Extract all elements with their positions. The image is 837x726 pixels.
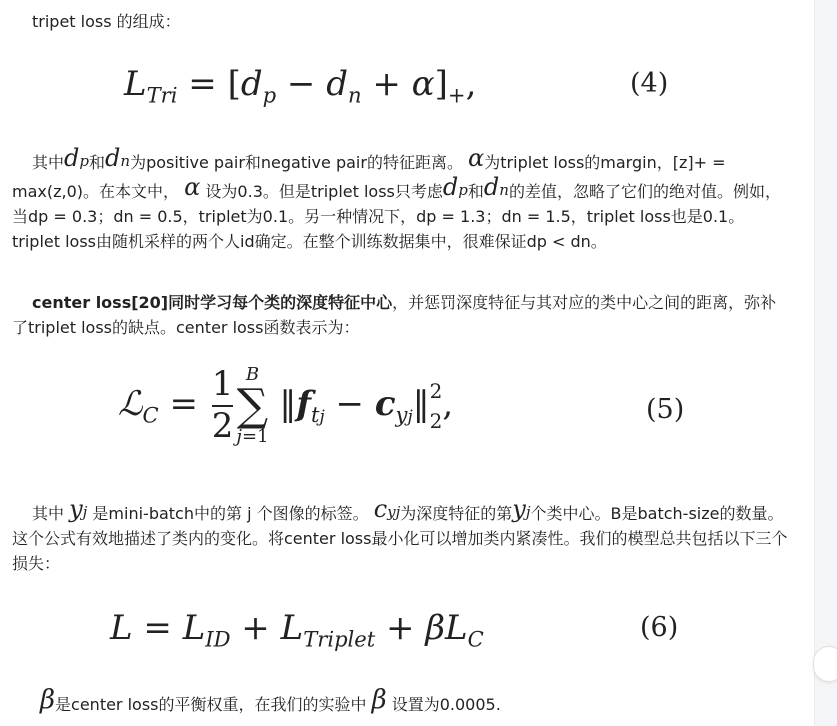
para1-text-7: 的差值，忽略了它们的绝对值。例如，当dp = 0.3；dn = 0.5，triplet为0.1。另一种情况下，dp = 1.3；dn = 1.5，triplet loss也是0.1。triplet loss由随机采样的两个人id确定。在整个训练数据集中，很难保证dp < dn。: [12, 182, 781, 251]
equation-5-formula: ℒ$_C$ = $\frac{1}{2}$ B ∑ j=1 $‖f_{tj}$ − $c_{yj}‖$ 2 2 ,: [118, 364, 454, 447]
math-alpha: α: [468, 144, 485, 172]
math-dn-2: dn: [483, 173, 509, 201]
para1-text-4: 为triplet loss的margin，[z]+ = max(z,0)。在本文中，: [12, 153, 726, 201]
math-cyj: cyj: [373, 495, 401, 523]
para3-text-2: 是mini-batch中的第 j 个图像的标签。: [92, 504, 369, 523]
para3-text-3: 为深度特征的第: [400, 504, 513, 523]
paragraph-triplet-description: [12, 146, 792, 254]
paragraph-center-loss-explanation: [12, 497, 792, 576]
page-side-gutter: [814, 0, 837, 726]
summation-symbol: B ∑ j=1: [236, 364, 269, 447]
floating-side-button[interactable]: [813, 646, 837, 682]
para1-text-2: 和: [89, 153, 106, 172]
equation-4: [0, 62, 815, 112]
para2-bold-text: center loss[20]同时学习每个类的深度特征中心: [32, 293, 393, 312]
section-lead-text: tripet loss 的组成：: [32, 12, 181, 31]
para1-text-3: 为positive pair和negative pair的特征距离。: [130, 153, 463, 172]
math-dp-2: dp: [442, 173, 468, 201]
equation-4-formula: $L_{Tri} = [d_p - d_n + \alpha]_+$,: [124, 64, 477, 108]
math-yj-2: yj: [512, 495, 531, 523]
equation-6: [0, 606, 815, 654]
math-yj: yj: [69, 495, 88, 523]
math-beta-2: β: [371, 685, 387, 715]
equation-4-number: (4): [630, 68, 669, 99]
section-lead: [12, 9, 792, 34]
math-beta: β: [40, 685, 56, 715]
paragraph-center-loss-intro: [12, 290, 792, 340]
para1-text-5: 设为0.3。但是triplet loss只考虑: [205, 182, 443, 201]
para4-text-2: 设置为0.0005.: [391, 695, 501, 714]
equation-5-number: (5): [646, 394, 685, 425]
para3-text-4: 个类中心。B是batch-size的数量。这个公式有效地描述了类内的变化。将center loss最小化可以增加类内紧凑性。我们的模型总共包括以下三个损失：: [12, 504, 788, 573]
fraction-one-half: $\frac{1}{2}$: [211, 364, 234, 446]
math-dp: dp: [64, 144, 89, 172]
para3-text-1: 其中: [32, 504, 65, 523]
equation-5: [0, 360, 815, 470]
para1-text-1: 其中: [32, 153, 65, 172]
para1-text-6: 和: [467, 182, 484, 201]
math-alpha-2: α: [184, 173, 201, 201]
para4-text-1: 是center loss的平衡权重，在我们的实验中: [55, 695, 367, 714]
para2-text: ，并惩罚深度特征与其对应的类中心之间的距离，弥补了triplet loss的缺点。center loss函数表示为：: [12, 293, 777, 337]
equation-6-number: (6): [640, 612, 679, 643]
math-dn: dn: [105, 144, 131, 172]
paragraph-beta-weight: [40, 685, 800, 717]
equation-6-formula: $L = L_{ID} + L_{Triplet} + \beta L_C$: [110, 608, 484, 652]
